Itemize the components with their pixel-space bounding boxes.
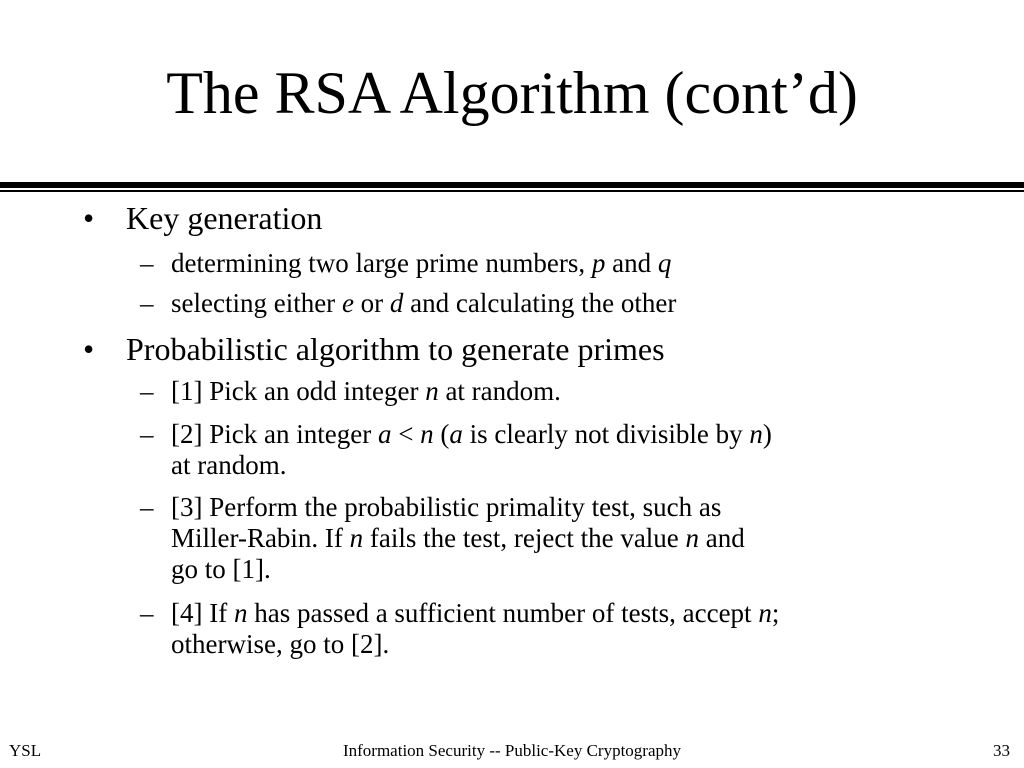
title-divider-thick (0, 182, 1024, 188)
footer-page-number: 33 (993, 741, 1010, 760)
bullet-text: Probabilistic algorithm to generate primes (126, 331, 665, 367)
sub-bullet-item (140, 376, 960, 407)
sub-bullet-marker: – (140, 419, 154, 449)
sub-bullet-item (140, 492, 960, 585)
bullet-marker: • (83, 331, 95, 367)
sub-bullet-text: [3] Perform the probabilistic primality test, such as Miller-Rabin. If n fails the test, reject the value n and go to [1]. (171, 492, 745, 584)
slide-title: The RSA Algorithm (cont’d) (166, 60, 858, 126)
sub-bullet-item (140, 248, 960, 279)
sub-bullet-text: selecting either e or d and calculating the other (171, 288, 677, 318)
sub-bullet-text: determining two large prime numbers, p and q (171, 248, 672, 278)
bullet-item (83, 331, 963, 367)
footer-author: YSL (9, 741, 42, 760)
sub-bullet-marker: – (140, 248, 154, 278)
bullet-item (83, 200, 963, 236)
footer-course-title: Information Security -- Public-Key Cryptography (342, 741, 682, 760)
sub-bullet-marker: – (140, 598, 154, 628)
sub-bullet-marker: – (140, 492, 154, 522)
title-divider-thin (0, 190, 1024, 192)
sub-bullet-marker: – (140, 288, 154, 318)
sub-bullet-item (140, 419, 960, 481)
sub-bullet-text: [2] Pick an integer a < n (a is clearly not divisible by n) at random. (171, 419, 772, 480)
sub-bullet-marker: – (140, 376, 154, 406)
sub-bullet-text: [4] If n has passed a sufficient number of tests, accept n; otherwise, go to [2]. (171, 598, 780, 659)
sub-bullet-item (140, 598, 960, 660)
sub-bullet-item (140, 288, 960, 319)
sub-bullet-text: [1] Pick an odd integer n at random. (171, 376, 561, 406)
bullet-marker: • (83, 200, 95, 236)
bullet-text: Key generation (126, 200, 323, 236)
